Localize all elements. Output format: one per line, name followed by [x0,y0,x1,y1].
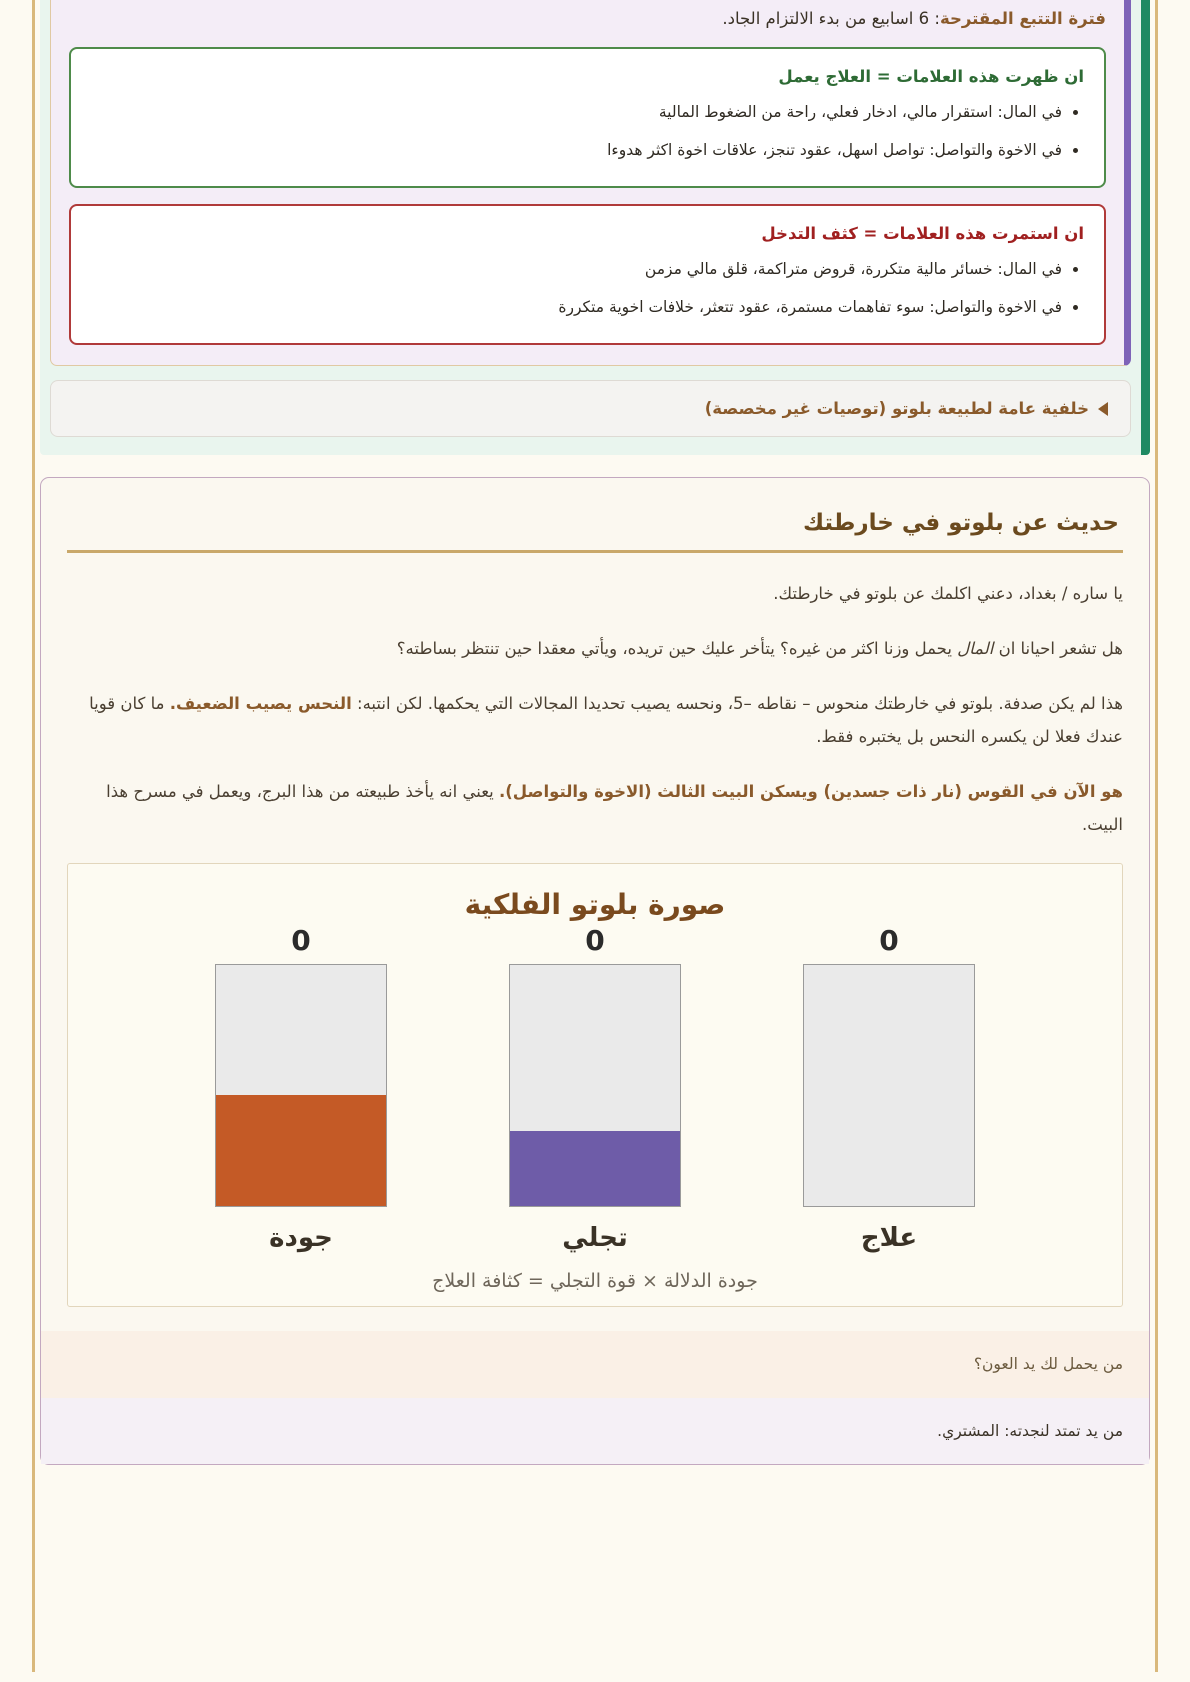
negative-signals-list [91,257,1084,319]
bar-fill [510,1131,680,1206]
narrative-paragraph [67,632,1123,665]
bar-value-label: 0 [879,924,899,958]
text-run: يا ساره / بغداد، دعني اكلمك عن بلوتو في خارطتك. [773,584,1123,604]
page-title: حديث عن بلوتو في خارطتك [802,510,1119,537]
bar-track [509,964,681,1207]
collapsible-summary-row[interactable] [73,399,1108,418]
list-item: • في المال: استقرار مالي، ادخار فعلي، راحة من الضغوط المالية [91,100,1062,124]
text-run: ما كان قويا عندك فعلا لن يكسره النحس بل يختبره فقط. [89,694,1123,747]
page-rule-left [32,0,35,1672]
chart-bars [78,924,1112,1254]
text-run: يحمل وزنا اكثر من غيره؟ يتأخر عليك حين تريده، ويأتي معقدا حين تنتظر بساطته؟ [396,639,958,659]
list-item: • في المال: خسائر مالية متكررة، قروض متراكمة، قلق مالي مزمن [91,257,1062,281]
helper-answer-text: من يد تمتد لنجدته: المشتري. [937,1421,1123,1440]
bar-column [215,924,387,1254]
pluto-chart-panel [67,863,1123,1307]
text-run-italic: المال [957,639,994,659]
chart-title: صورة بلوتو الفلكية [464,888,726,922]
followup-period-label: فترة التتبع المقترحة [939,9,1106,28]
bar-fill [216,1095,386,1206]
list-item: • في الاخوة والتواصل: تواصل اسهل، عقود تنجز، علاقات اخوة اكثر هدوءا [91,138,1062,162]
bar-category-label: علاج [860,1223,918,1254]
followup-period [69,5,1106,33]
narrative-paragraph [67,775,1123,841]
bar-track [803,964,975,1207]
helper-question-text: من يحمل لك يد العون؟ [973,1355,1123,1374]
text-run-bold: النحس يصيب الضعيف. [169,694,352,714]
text-run: هذا لم يكن صدفة. بلوتو في خارطتك منحوس – نقاطه –5، ونحسه يصيب تحديدا المجالات التي يحكمها. لكن انتبه: [351,694,1123,714]
page-content [40,0,1150,1465]
bar-value-label: 0 [291,924,311,958]
bar-category-label: جودة [269,1223,333,1254]
positive-signals-list [91,100,1084,162]
narrative-paragraph [67,687,1123,753]
bar-column [803,924,975,1254]
negative-signals-title: ان استمرت هذه العلامات = كثف التدخل [761,224,1084,244]
bar-value-label: 0 [585,924,605,958]
page-rule-right [1155,0,1158,1672]
helper-answer-row [41,1398,1149,1464]
pluto-background-collapsible[interactable] [50,380,1131,437]
list-item: • في الاخوة والتواصل: سوء تفاهمات مستمرة، عقود تتعثر، خلافات اخوية متكررة [91,295,1062,319]
chart-caption: جودة الدلالة × قوة التجلي = كثافة العلاج [432,1270,758,1293]
triangle-left-icon [1098,402,1108,416]
bar-category-label: تجلي [562,1223,628,1254]
negative-signals-box [69,204,1106,345]
positive-signals-title: ان ظهرت هذه العلامات = العلاج يعمل [778,67,1084,87]
text-run-bold: (نار ذات جسدين) [823,782,962,802]
positive-signals-box [69,47,1106,188]
title-divider [67,550,1123,553]
remedy-tracking-section [40,0,1150,455]
collapsible-summary-label: خلفية عامة لطبيعة بلوتو (توصيات غير مخصصة) [704,399,1089,419]
signals-card [50,0,1131,366]
narrative-paragraph [67,577,1123,610]
text-run-bold: البيت الثالث (الاخوة والتواصل). [499,782,755,802]
followup-period-value: : 6 اسابيع من بدء الالتزام الجاد. [722,9,940,28]
bar-column [509,924,681,1254]
text-run-bold: ويسكن [754,782,824,802]
helper-question-row [41,1331,1149,1397]
bar-track [215,964,387,1207]
text-run-bold: هو الآن في القوس [961,782,1123,802]
text-run: هل تشعر احيانا ان [993,639,1123,659]
text-run: يعني انه يأخذ طبيعته من هذا البرج، ويعمل في مسرح هذا البيت. [106,782,1123,835]
pluto-narrative-card [40,477,1150,1465]
